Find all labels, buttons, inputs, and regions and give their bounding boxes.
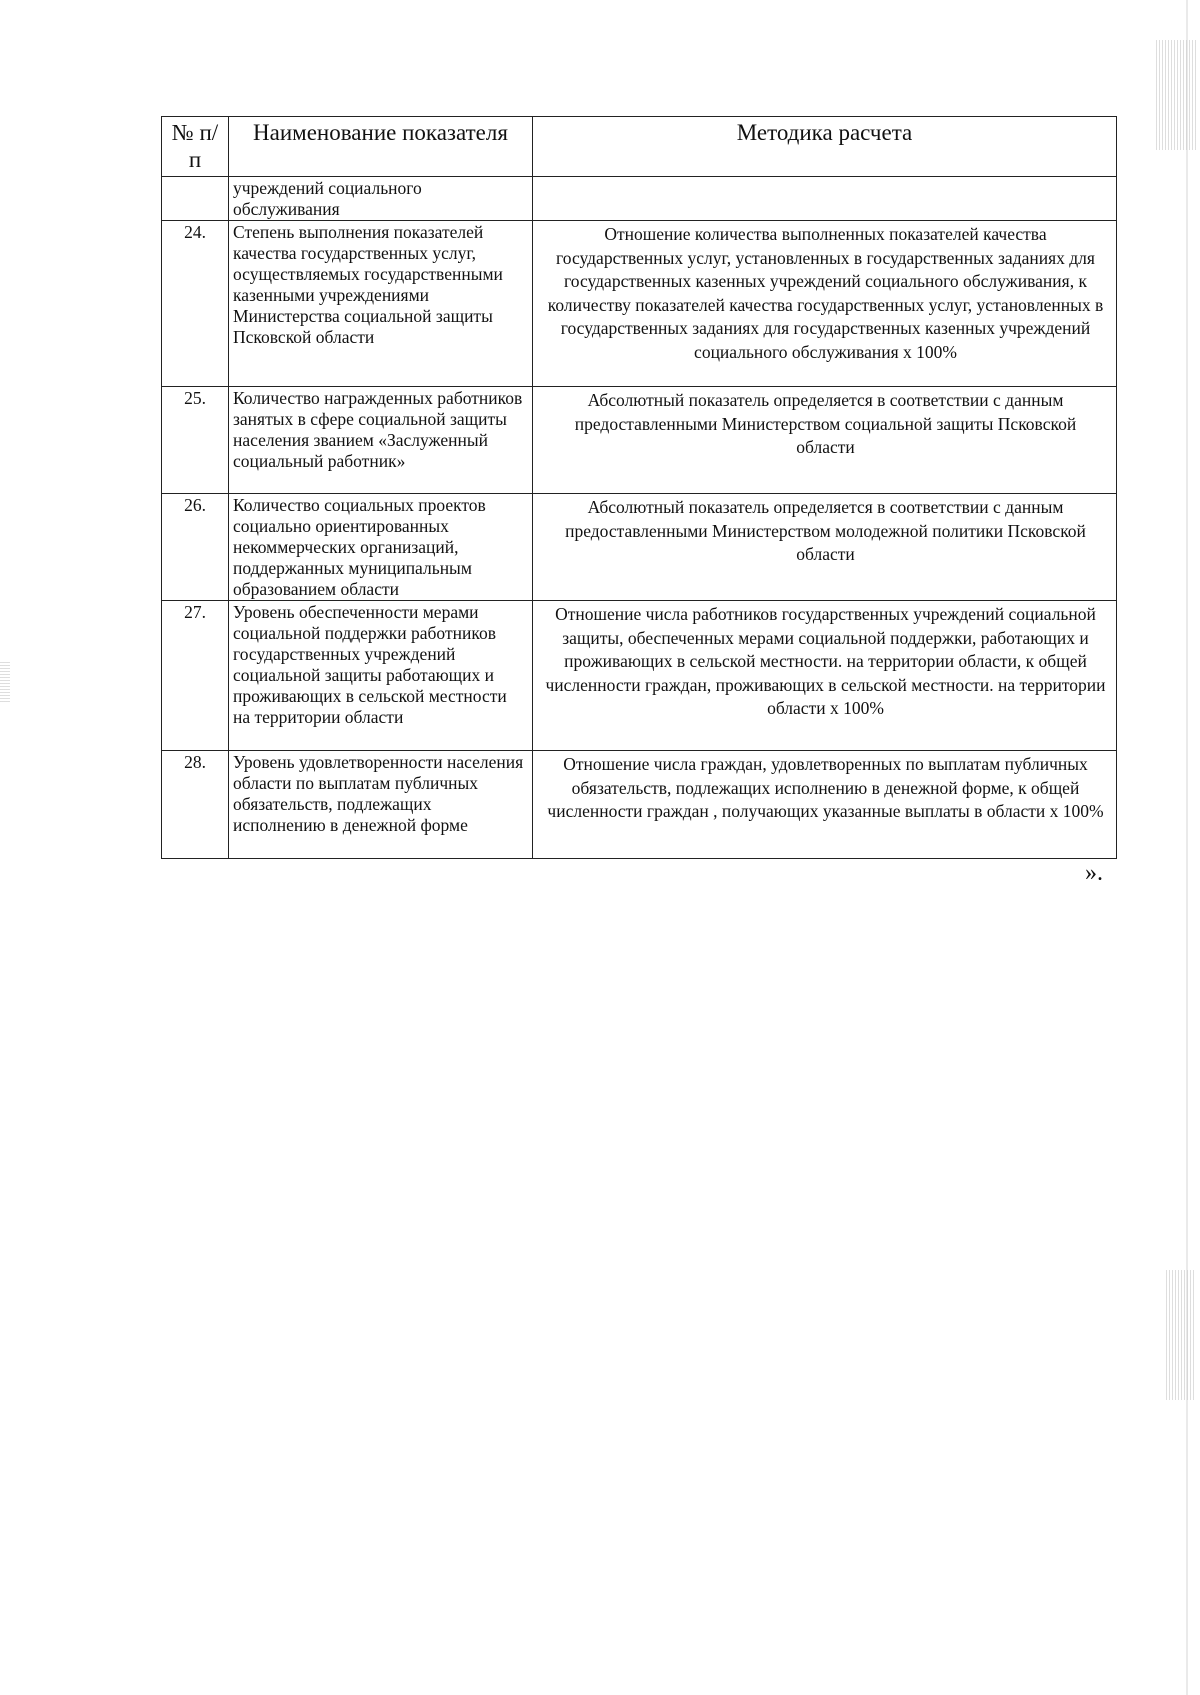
row-calculation-method: Отношение числа работников государственных учреждений социальной защиты, обеспеченных мерами социальной поддержки, работающих и проживающих в сельской местности. на территории области, к общей численности граждан, проживающих в сельской местности. на территории области х 100% [533, 601, 1117, 751]
row-indicator-name: Степень выполнения показателей качества государственных услуг, осуществляемых государственными казенными учреждениями Министерства социальной защиты Псковской области [229, 221, 533, 387]
row-number: 26. [162, 494, 229, 601]
header-number: № п/п [162, 117, 229, 177]
row-number: 24. [162, 221, 229, 387]
indicators-table [161, 116, 1117, 859]
row-calculation-method: Абсолютный показатель определяется в соответствии с данным предоставленными Министерством молодежной политики Псковской области [533, 494, 1117, 601]
row-indicator-name: Уровень удовлетворенности населения области по выплатам публичных обязательств, подлежащих исполнению в денежной форме [229, 751, 533, 859]
table-row [162, 601, 1117, 751]
table-row [162, 221, 1117, 387]
scan-noise-bottom [1166, 1270, 1196, 1400]
table-row [162, 494, 1117, 601]
row-calculation-method [533, 177, 1117, 221]
row-calculation-method: Абсолютный показатель определяется в соответствии с данным предоставленными Министерством социальной защиты Псковской области [533, 387, 1117, 494]
table-row [162, 387, 1117, 494]
header-indicator-name: Наименование показателя [229, 117, 533, 177]
row-number: 28. [162, 751, 229, 859]
row-indicator-name: Количество социальных проектов социально ориентированных некоммерческих организаций, поддержанных муниципальным образованием области [229, 494, 533, 601]
row-indicator-name: Уровень обеспеченности мерами социальной поддержки работников государственных учреждений социальной защиты работающих и проживающих в сельской местности на территории области [229, 601, 533, 751]
table-row [162, 177, 1117, 221]
scan-noise-left [0, 662, 10, 702]
row-number: 25. [162, 387, 229, 494]
row-calculation-method: Отношение числа граждан, удовлетворенных по выплатам публичных обязательств, подлежащих исполнению в денежной форме, к общей численности граждан , получающих указанные выплаты в области х 100% [533, 751, 1117, 859]
row-indicator-name: учреждений социального обслуживания [229, 177, 533, 221]
table-header-row [162, 117, 1117, 177]
row-number [162, 177, 229, 221]
scan-edge-shadow [1186, 0, 1188, 1695]
header-calculation-method: Методика расчета [533, 117, 1117, 177]
row-number: 27. [162, 601, 229, 751]
table-row [162, 751, 1117, 859]
closing-quote: ». [1085, 860, 1103, 886]
row-indicator-name: Количество награжденных работников занятых в сфере социальной защиты населения званием «Заслуженный социальный работник» [229, 387, 533, 494]
row-calculation-method: Отношение количества выполненных показателей качества государственных услуг, установленных в государственных заданиях для государственных казенных учреждений социального обслуживания, к количеству показателей качества государственных услуг, установленных в государственных заданиях для государственных казенных учреждений социального обслуживания х 100% [533, 221, 1117, 387]
scan-noise-top [1156, 40, 1196, 150]
